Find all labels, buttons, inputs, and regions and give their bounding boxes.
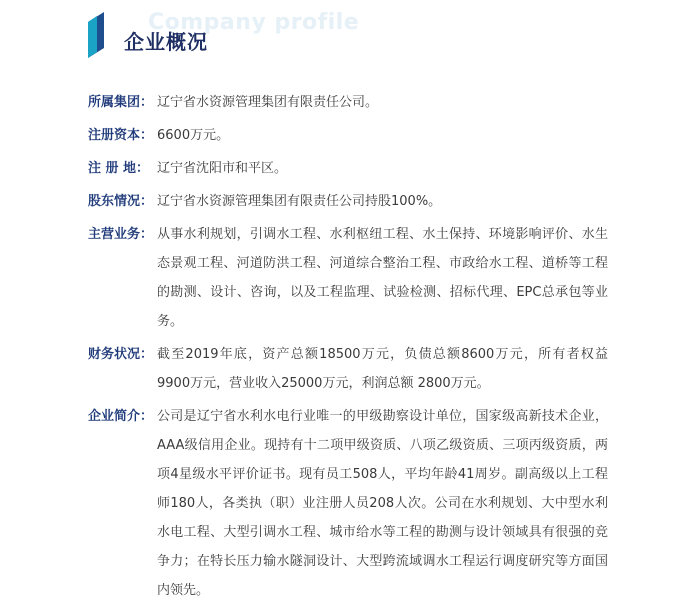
- finance-label: 财务状况：: [88, 347, 154, 362]
- title-accent-icon: [88, 12, 104, 58]
- capital-value: 6600万元。: [157, 128, 230, 143]
- group-label: 所属集团：: [88, 95, 154, 110]
- profile-row-group: [88, 88, 608, 117]
- capital-label: 注册资本：: [88, 128, 154, 143]
- shareholding-label: 股东情况：: [88, 194, 154, 209]
- address-value: 辽宁省沈阳市和平区。: [157, 161, 288, 176]
- profile-row-intro: [88, 402, 608, 605]
- profile-row-address: [88, 154, 608, 183]
- section-title-en: Company profile: [148, 10, 360, 35]
- section-title: 企业概况: [124, 30, 208, 54]
- intro-label: 企业简介：: [88, 409, 154, 424]
- business-value: 从事水利规划，引调水工程、水利枢纽工程、水土保持、环境影响评价、水生态景观工程、河道防洪工程、河道综合整治工程、市政给水工程、道桥等工程的勘测、设计、咨询，以及工程监理、试验检测、招标代理、EPC总承包等业务。: [157, 227, 608, 329]
- profile-row-business: [88, 220, 608, 336]
- address-label: 注 册 地：: [88, 161, 150, 176]
- profile-row-finance: [88, 340, 608, 398]
- business-label: 主营业务：: [88, 227, 154, 242]
- intro-value: 公司是辽宁省水利水电行业唯一的甲级勘察设计单位，国家级高新技术企业，AAA级信用企业。现持有十二项甲级资质、八项乙级资质、三项丙级资质，两项4星级水平评价证书。现有员工508人，平均年龄41周岁。副高级以上工程师180人，各类执（职）业注册人员208人次。公司在水利规划、大中型水利水电工程、大型引调水工程、城市给水等工程的勘测与设计领域具有很强的竞争力；在特长压力输水隧洞设计、大型跨流域调水工程运行调度研究等方面国内领先。: [157, 409, 608, 598]
- group-value: 辽宁省水资源管理集团有限责任公司。: [157, 95, 379, 110]
- profile-row-capital: [88, 121, 608, 150]
- company-profile: [88, 88, 608, 609]
- shareholding-value: 辽宁省水资源管理集团有限责任公司持股100%。: [157, 194, 442, 209]
- section-header: [0, 0, 673, 70]
- finance-value: 截至2019年底，资产总额18500万元，负债总额8600万元，所有者权益9900万元，营业收入25000万元，利润总额 2800万元。: [157, 347, 608, 391]
- profile-row-shareholding: [88, 187, 608, 216]
